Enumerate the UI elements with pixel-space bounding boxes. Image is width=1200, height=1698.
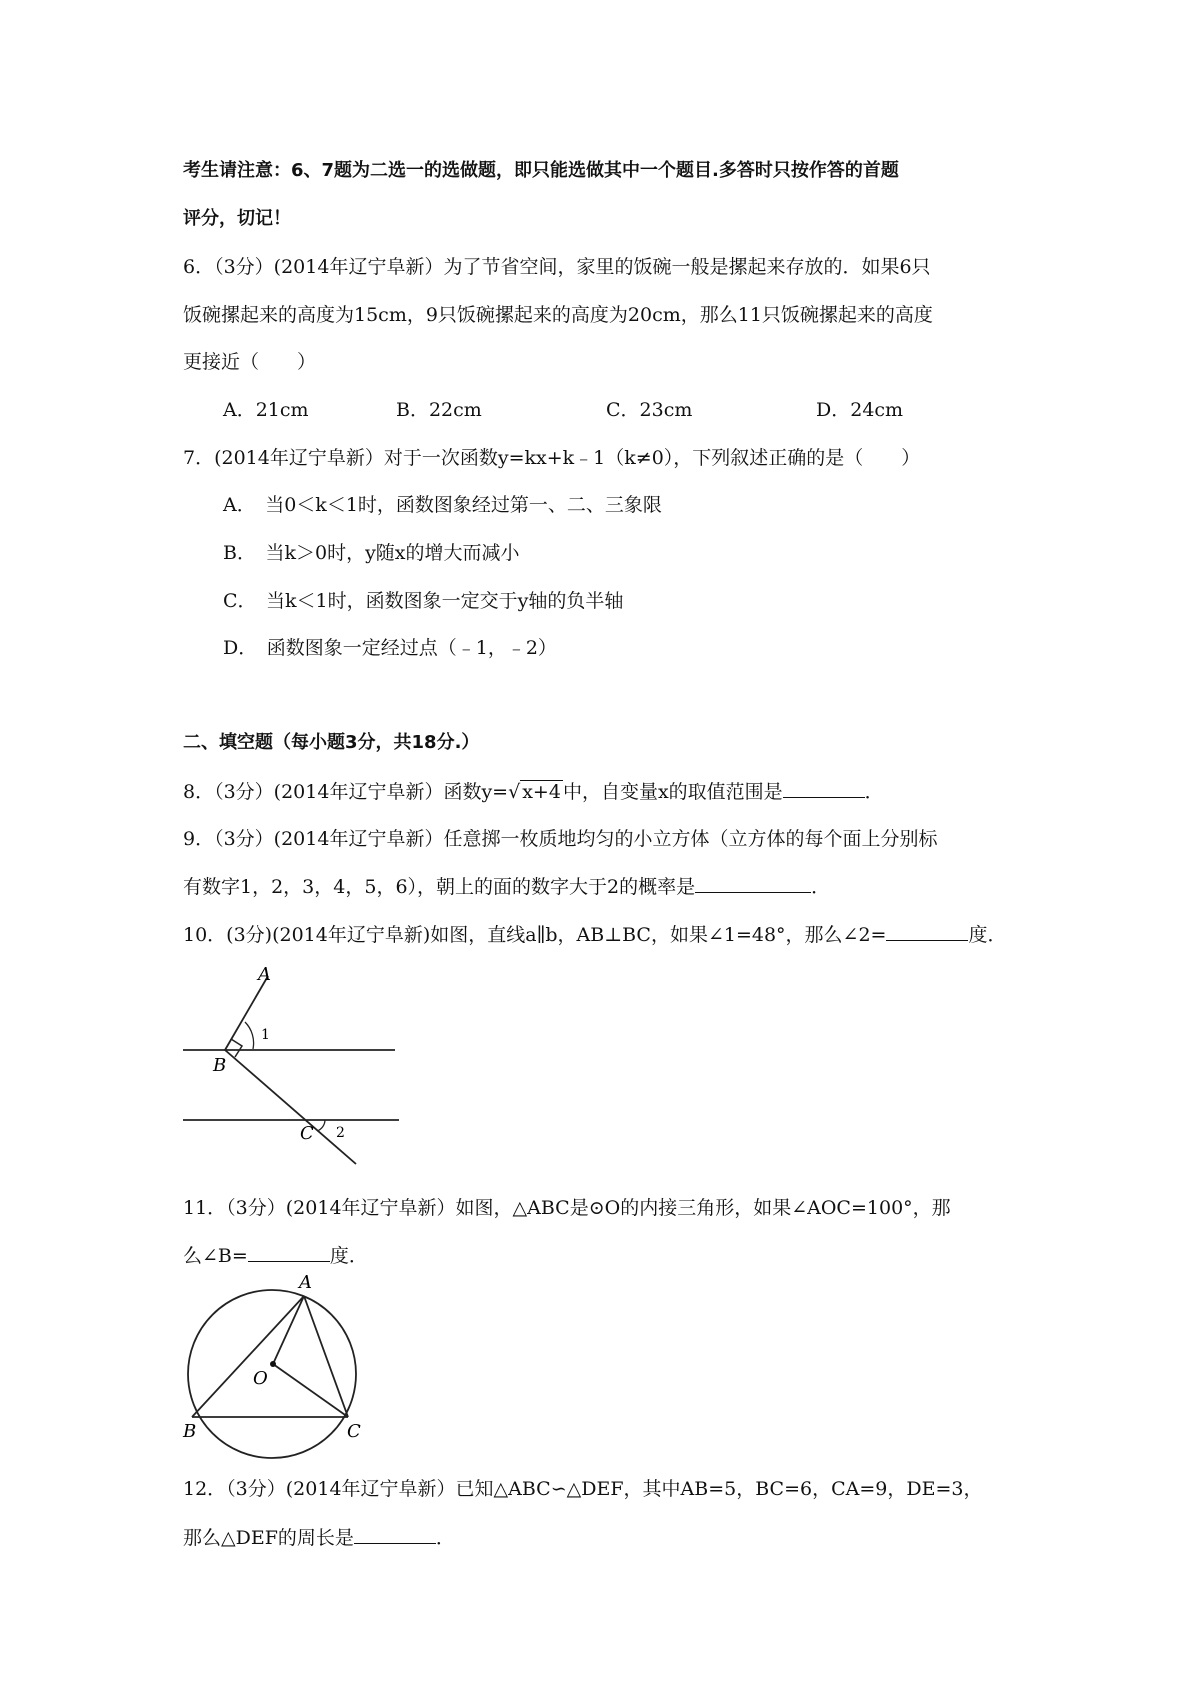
segment-ab [192,1296,304,1417]
q7-option-d: D． 函数图象一定经过点（﹣1，﹣2） [223,637,557,659]
q8-formula-radicand: x+4 [522,781,561,803]
q7-option-b: B． 当k＞0时，y随x的增大而减小 [223,542,520,564]
q7-option-a: A． 当0＜k＜1时，函数图象经过第一、二、三象限 [223,494,662,516]
notice-line-2: 评分，切记！ [183,208,291,229]
q9-end: ． [811,876,831,898]
q8-suffix: 中，自变量x的取值范围是 [562,781,783,803]
q11-answer-blank [248,1241,330,1262]
q8-formula-y: y= [481,781,509,803]
segment-oa [273,1296,304,1364]
q6-line-3: 更接近（ ） [183,351,317,373]
q11-line-2 [183,1241,368,1270]
label-angle-2: 2 [336,1125,345,1141]
segment-bc [225,1050,356,1164]
q10-line [183,920,1007,949]
q9-line-1: 9．（3分）(2014年辽宁阜新）任意掷一枚质地均匀的小立方体（立方体的每个面上分别标 [183,828,938,850]
label-b: B [183,1421,197,1442]
center-point-o [270,1361,276,1367]
q12-line-2-text: 那么△DEF的周长是 [183,1527,354,1549]
angle-1-arc [245,1022,254,1049]
q12-end: ． [435,1527,455,1549]
q10-figure [170,955,410,1180]
q11-line-1: 11．（3分）(2014年辽宁阜新）如图，△ABC是⊙O的内接三角形，如果∠AOC=100°，那 [183,1197,951,1219]
q8-formula: y=√ x+4 [481,781,561,803]
q8-end: ． [864,781,884,803]
angle-2-arc [317,1120,325,1131]
q8-answer-blank [783,777,865,798]
q10-answer-blank [886,920,968,941]
label-angle-1: 1 [261,1027,270,1043]
q6-line-1: 6．（3分）(2014年辽宁阜新）为了节省空间，家里的饭碗一般是摞起来存放的．如果6只 [183,256,931,278]
q12-line-1: 12．（3分）(2014年辽宁阜新）已知△ABC∽△DEF，其中AB=5，BC=6，CA=9，DE=3， [183,1478,983,1500]
section-2-title: 二、填空题（每小题3分，共18分.） [183,732,480,753]
q10-suffix: 度． [968,924,1007,946]
label-a: A [258,964,271,985]
label-c: C [347,1421,361,1442]
segment-oc [273,1364,348,1417]
q7-stem: 7．(2014年辽宁阜新）对于一次函数y=kx+k﹣1（k≠0），下列叙述正确的是（ ） [183,447,921,469]
q7-option-c: C． 当k＜1时，函数图象一定交于y轴的负半轴 [223,590,624,612]
q6-option-c: C．23cm [606,399,693,421]
q6-line-2: 饭碗摞起来的高度为15cm，9只饭碗摞起来的高度为20cm，那么11只饭碗摞起来的高度 [183,304,933,326]
q6-option-b: B．22cm [396,399,482,421]
q12-answer-blank [354,1523,436,1544]
q9-answer-blank [695,872,811,893]
label-c: C [300,1123,314,1144]
q8-line [183,777,884,806]
q11-suffix: 度． [329,1245,368,1267]
label-b: B [213,1055,227,1076]
right-angle-mark [231,1039,242,1057]
circle-o [188,1290,356,1458]
q12-line-2 [183,1523,455,1552]
q9-line-2-text: 有数字1，2，3，4，5，6），朝上的面的数字大于2的概率是 [183,876,696,898]
q6-option-a: A．21cm [223,399,309,421]
segment-ac [304,1296,348,1417]
q9-line-2 [183,872,830,901]
q11-line-2-text: 么∠B= [183,1245,248,1267]
label-o: O [253,1368,268,1389]
q11-figure [170,1272,370,1472]
q8-prefix: 8．（3分）(2014年辽宁阜新）函数 [183,781,482,803]
q10-text: 10．(3分)(2014年辽宁阜新)如图，直线a∥b，AB⊥BC，如果∠1=48°，那么∠2= [183,924,887,946]
q6-option-d: D．24cm [816,399,904,421]
label-a: A [299,1272,312,1293]
notice-line-1: 考生请注意：6、7题为二选一的选做题，即只能选做其中一个题目.多答时只按作答的首题 [183,160,899,181]
